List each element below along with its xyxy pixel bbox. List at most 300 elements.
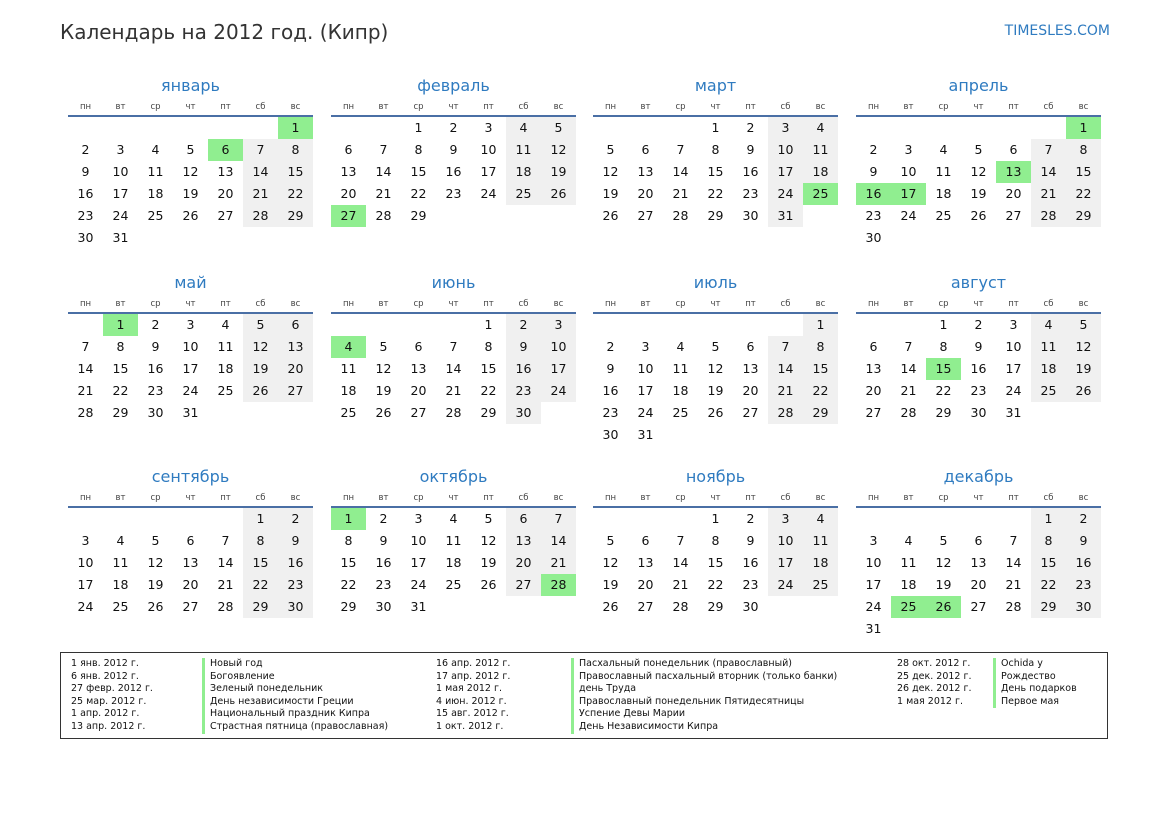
day-cell: 22 (480, 383, 497, 398)
weekday-label: вт (640, 299, 651, 309)
day-cell: 11 (900, 555, 917, 570)
holiday-day-cell: 13 (996, 161, 1031, 183)
legend-holiday-name: Пасхальный понедельник (православный) (579, 658, 793, 669)
day-cell: 8 (803, 336, 838, 358)
day-cell: 15 (707, 164, 724, 179)
month-10 (331, 466, 576, 618)
weekday-label: сб (255, 493, 266, 503)
day-cell: 22 (935, 383, 952, 398)
day-cell: 13 (182, 555, 199, 570)
weekday-label: вт (903, 299, 914, 309)
legend-names-column (571, 658, 837, 734)
legend-date: 1 мая 2012 г. (436, 683, 502, 695)
weekday-label: пн (604, 299, 617, 309)
day-cell: 27 (970, 599, 987, 614)
weekday-label: пн (342, 102, 355, 112)
day-cell: 12 (1066, 336, 1101, 358)
day-cell: 27 (506, 574, 541, 596)
day-cell: 27 (1005, 208, 1022, 223)
day-cell: 12 (707, 361, 724, 376)
weekday-label: сб (1043, 102, 1054, 112)
day-cell: 11 (1031, 336, 1066, 358)
day-cell: 5 (711, 339, 720, 354)
day-cell: 6 (344, 142, 353, 157)
day-cell: 10 (112, 164, 129, 179)
day-cell: 21 (1005, 577, 1022, 592)
day-cell: 8 (116, 339, 125, 354)
legend-date: 16 апр. 2012 г. (436, 658, 511, 669)
site-link[interactable]: TIMESLES.COM (1004, 23, 1110, 39)
day-cell: 23 (445, 186, 462, 201)
day-cell: 3 (484, 120, 493, 135)
day-cell: 15 (112, 361, 129, 376)
day-cell: 6 (186, 533, 195, 548)
day-cell: 5 (186, 142, 195, 157)
weekday-label: чт (448, 299, 459, 309)
weekday-label: чт (973, 102, 984, 112)
weekday-label: чт (185, 299, 196, 309)
day-cell: 7 (221, 533, 230, 548)
day-cell: 12 (243, 336, 278, 358)
day-cell: 4 (506, 117, 541, 139)
empty-cell (366, 314, 401, 336)
legend-holiday-name: Рождество (1001, 670, 1056, 682)
legend-holiday-name: день Труда (579, 683, 637, 695)
day-cell: 22 (1066, 183, 1101, 205)
day-cell: 16 (147, 361, 164, 376)
holiday-legend (60, 652, 1108, 739)
weekday-label: чт (710, 102, 721, 112)
weekday-label: пт (1008, 493, 1019, 503)
weekday-header (331, 491, 576, 505)
empty-cell (856, 508, 891, 530)
day-cell: 25 (445, 577, 462, 592)
day-cell: 14 (217, 555, 234, 570)
day-cell: 4 (449, 511, 458, 526)
day-cell: 7 (81, 339, 90, 354)
day-grid (68, 314, 313, 424)
day-cell: 18 (935, 186, 952, 201)
weekday-label: вт (378, 102, 389, 112)
day-cell: 25 (1031, 380, 1066, 402)
day-cell: 10 (768, 530, 803, 552)
day-cell: 22 (278, 183, 313, 205)
weekday-label: пт (745, 299, 756, 309)
day-cell: 14 (375, 164, 392, 179)
day-grid (68, 508, 313, 618)
day-cell: 1 (939, 317, 948, 332)
day-cell: 10 (182, 339, 199, 354)
day-grid (68, 117, 313, 249)
day-cell: 27 (278, 380, 313, 402)
month-11 (593, 466, 838, 618)
weekday-label: пн (342, 493, 355, 503)
day-cell: 18 (217, 361, 234, 376)
day-cell: 14 (243, 161, 278, 183)
weekday-label: сб (780, 299, 791, 309)
day-cell: 24 (182, 383, 199, 398)
weekday-header (331, 100, 576, 114)
day-cell: 21 (445, 383, 462, 398)
day-cell: 19 (602, 186, 619, 201)
day-cell: 8 (484, 339, 493, 354)
day-cell: 15 (243, 552, 278, 574)
day-cell: 27 (217, 208, 234, 223)
month-3 (593, 75, 838, 227)
weekday-label: ср (938, 102, 949, 112)
day-cell: 30 (602, 427, 619, 442)
day-cell: 31 (182, 405, 199, 420)
day-cell: 13 (410, 361, 427, 376)
empty-cell (173, 117, 208, 139)
day-cell: 17 (541, 358, 576, 380)
weekday-label: вт (640, 493, 651, 503)
day-cell: 30 (865, 230, 882, 245)
month-name: апрель (948, 76, 1009, 95)
empty-cell (768, 314, 803, 336)
day-cell: 2 (151, 317, 160, 332)
weekday-label: пт (745, 493, 756, 503)
day-cell: 26 (1066, 380, 1101, 402)
day-cell: 14 (1031, 161, 1066, 183)
day-cell: 8 (243, 530, 278, 552)
month-name: февраль (417, 76, 490, 95)
weekday-label: вт (903, 493, 914, 503)
day-cell: 7 (379, 142, 388, 157)
day-cell: 3 (541, 314, 576, 336)
weekday-header (68, 297, 313, 311)
weekday-header (856, 297, 1101, 311)
day-cell: 20 (182, 577, 199, 592)
day-cell: 20 (637, 577, 654, 592)
day-cell: 12 (602, 164, 619, 179)
day-cell: 25 (935, 208, 952, 223)
empty-cell (138, 508, 173, 530)
day-cell: 3 (81, 533, 90, 548)
day-cell: 3 (116, 142, 125, 157)
weekday-label: вс (1078, 299, 1089, 309)
day-grid (593, 117, 838, 227)
weekday-label: ср (675, 493, 686, 503)
weekday-header (593, 491, 838, 505)
day-cell: 30 (77, 230, 94, 245)
day-cell: 29 (410, 208, 427, 223)
weekday-label: пт (483, 493, 494, 503)
day-cell: 7 (541, 508, 576, 530)
day-cell: 19 (375, 383, 392, 398)
empty-cell (663, 117, 698, 139)
day-cell: 2 (606, 339, 615, 354)
empty-cell (996, 508, 1031, 530)
day-cell: 10 (900, 164, 917, 179)
weekday-label: ср (938, 299, 949, 309)
day-cell: 11 (935, 164, 952, 179)
weekday-label: пн (79, 102, 92, 112)
day-cell: 22 (707, 186, 724, 201)
day-cell: 8 (939, 339, 948, 354)
day-cell: 21 (900, 383, 917, 398)
empty-cell (628, 117, 663, 139)
month-name: январь (161, 76, 220, 95)
legend-holiday-name: День независимости Греции (210, 695, 354, 707)
day-cell: 27 (637, 208, 654, 223)
month-9 (68, 466, 313, 618)
day-cell: 18 (506, 161, 541, 183)
weekday-label: чт (185, 493, 196, 503)
empty-cell (961, 117, 996, 139)
month-7 (593, 272, 838, 446)
day-cell: 15 (340, 555, 357, 570)
day-cell: 26 (182, 208, 199, 223)
weekday-label: вс (290, 102, 301, 112)
legend-holiday-name: Православный пасхальный вторник (только банки) (579, 670, 838, 682)
day-cell: 17 (410, 555, 427, 570)
weekday-label: пт (220, 493, 231, 503)
day-cell: 9 (746, 142, 755, 157)
day-cell: 13 (278, 336, 313, 358)
day-cell: 18 (147, 186, 164, 201)
day-cell: 24 (637, 405, 654, 420)
holiday-day-cell: 1 (331, 508, 366, 530)
weekday-label: чт (710, 299, 721, 309)
day-cell: 23 (506, 380, 541, 402)
empty-cell (891, 314, 926, 336)
weekday-header (68, 100, 313, 114)
day-cell: 8 (711, 533, 720, 548)
day-cell: 25 (340, 405, 357, 420)
day-cell: 30 (970, 405, 987, 420)
weekday-label: пт (483, 102, 494, 112)
day-cell: 8 (414, 142, 423, 157)
empty-cell (628, 508, 663, 530)
weekday-label: вс (1078, 493, 1089, 503)
legend-holiday-name: День подарков (1001, 683, 1077, 695)
weekday-label: сб (518, 493, 529, 503)
day-cell: 3 (869, 533, 878, 548)
day-cell: 25 (803, 574, 838, 596)
day-cell: 19 (970, 186, 987, 201)
legend-date: 27 февр. 2012 г. (71, 683, 153, 695)
day-cell: 11 (112, 555, 129, 570)
empty-cell (593, 314, 628, 336)
legend-date: 1 окт. 2012 г. (436, 720, 504, 732)
month-name: ноябрь (685, 467, 746, 486)
day-cell: 5 (1066, 314, 1101, 336)
day-cell: 7 (1009, 533, 1018, 548)
month-2 (331, 75, 576, 227)
weekday-label: пт (1008, 299, 1019, 309)
weekday-label: вс (815, 299, 826, 309)
day-cell: 6 (278, 314, 313, 336)
day-cell: 17 (768, 161, 803, 183)
holiday-day-cell: 17 (891, 183, 926, 205)
weekday-label: сб (518, 102, 529, 112)
day-cell: 3 (768, 508, 803, 530)
day-cell: 26 (602, 599, 619, 614)
day-cell: 19 (935, 577, 952, 592)
day-cell: 28 (1031, 205, 1066, 227)
day-cell: 8 (344, 533, 353, 548)
day-cell: 6 (414, 339, 423, 354)
day-cell: 25 (112, 599, 129, 614)
day-cell: 15 (803, 358, 838, 380)
day-cell: 3 (904, 142, 913, 157)
empty-cell (208, 508, 243, 530)
legend-holiday-name: Ochida у (1001, 658, 1043, 669)
weekday-label: ср (150, 299, 161, 309)
day-cell: 14 (77, 361, 94, 376)
day-cell: 18 (112, 577, 129, 592)
weekday-label: вс (553, 493, 564, 503)
day-cell: 21 (1031, 183, 1066, 205)
day-cell: 14 (672, 555, 689, 570)
empty-cell (593, 117, 628, 139)
day-cell: 14 (672, 164, 689, 179)
day-cell: 4 (1031, 314, 1066, 336)
day-cell: 28 (672, 599, 689, 614)
day-cell: 30 (742, 208, 759, 223)
day-cell: 30 (147, 405, 164, 420)
day-cell: 14 (541, 530, 576, 552)
day-cell: 13 (637, 164, 654, 179)
day-cell: 9 (746, 533, 755, 548)
legend-holiday-name: Страстная пятница (православная) (210, 720, 389, 732)
day-cell: 16 (742, 555, 759, 570)
day-cell: 11 (506, 139, 541, 161)
day-grid (593, 314, 838, 446)
weekday-label: пн (604, 493, 617, 503)
weekday-label: ср (413, 493, 424, 503)
legend-names-column (993, 658, 1077, 708)
day-cell: 5 (151, 533, 160, 548)
day-cell: 22 (112, 383, 129, 398)
day-cell: 7 (449, 339, 458, 354)
day-cell: 17 (77, 577, 94, 592)
legend-date: 25 дек. 2012 г. (897, 670, 972, 682)
weekday-label: ср (150, 102, 161, 112)
day-cell: 17 (480, 164, 497, 179)
month-name: июнь (431, 273, 476, 292)
empty-cell (663, 508, 698, 530)
weekday-label: сб (255, 102, 266, 112)
day-cell: 18 (900, 577, 917, 592)
day-cell: 1 (711, 511, 720, 526)
weekday-label: пт (483, 299, 494, 309)
day-cell: 6 (641, 142, 650, 157)
day-cell: 2 (1066, 508, 1101, 530)
day-cell: 19 (243, 358, 278, 380)
day-cell: 19 (541, 161, 576, 183)
day-cell: 5 (606, 533, 615, 548)
day-cell: 3 (768, 117, 803, 139)
legend-date: 28 окт. 2012 г. (897, 658, 971, 669)
day-cell: 2 (746, 120, 755, 135)
day-cell: 27 (865, 405, 882, 420)
day-grid (856, 508, 1101, 640)
weekday-label: пт (745, 102, 756, 112)
legend-dates-column (897, 658, 972, 708)
day-cell: 20 (217, 186, 234, 201)
day-cell: 21 (672, 577, 689, 592)
empty-cell (996, 117, 1031, 139)
day-cell: 24 (768, 183, 803, 205)
day-cell: 13 (217, 164, 234, 179)
legend-date: 1 янв. 2012 г. (71, 658, 139, 669)
day-cell: 13 (340, 164, 357, 179)
day-cell: 24 (410, 577, 427, 592)
day-cell: 21 (375, 186, 392, 201)
legend-date: 1 апр. 2012 г. (71, 708, 140, 720)
empty-cell (243, 117, 278, 139)
legend-dates-column (436, 658, 510, 734)
day-cell: 30 (1066, 596, 1101, 618)
weekday-label: пт (220, 299, 231, 309)
empty-cell (68, 117, 103, 139)
weekday-label: сб (1043, 299, 1054, 309)
day-cell: 4 (221, 317, 230, 332)
day-cell: 28 (445, 405, 462, 420)
empty-cell (401, 314, 436, 336)
day-cell: 9 (1066, 530, 1101, 552)
day-cell: 20 (278, 358, 313, 380)
day-cell: 6 (641, 533, 650, 548)
day-cell: 24 (112, 208, 129, 223)
weekday-header (331, 297, 576, 311)
holiday-day-cell: 4 (331, 336, 366, 358)
weekday-label: вт (115, 493, 126, 503)
legend-dates-column (71, 658, 153, 734)
day-cell: 23 (602, 405, 619, 420)
empty-cell (208, 117, 243, 139)
empty-cell (856, 117, 891, 139)
empty-cell (366, 117, 401, 139)
day-cell: 18 (803, 552, 838, 574)
day-cell: 1 (243, 508, 278, 530)
day-cell: 16 (77, 186, 94, 201)
day-cell: 28 (217, 599, 234, 614)
day-cell: 3 (1009, 317, 1018, 332)
day-cell: 21 (768, 380, 803, 402)
day-cell: 16 (278, 552, 313, 574)
day-cell: 31 (112, 230, 129, 245)
day-cell: 26 (375, 405, 392, 420)
empty-cell (1031, 117, 1066, 139)
day-cell: 16 (602, 383, 619, 398)
day-cell: 22 (340, 577, 357, 592)
day-cell: 12 (182, 164, 199, 179)
day-cell: 26 (480, 577, 497, 592)
weekday-header (856, 100, 1101, 114)
month-name: март (694, 76, 737, 95)
legend-holiday-name: День Независимости Кипра (579, 720, 719, 732)
empty-cell (331, 117, 366, 139)
day-cell: 17 (182, 361, 199, 376)
day-cell: 23 (77, 208, 94, 223)
day-cell: 31 (1005, 405, 1022, 420)
day-cell: 1 (1031, 508, 1066, 530)
month-8 (856, 272, 1101, 424)
day-cell: 20 (506, 552, 541, 574)
day-cell: 15 (707, 555, 724, 570)
day-cell: 23 (147, 383, 164, 398)
day-grid (331, 117, 576, 227)
day-cell: 6 (974, 533, 983, 548)
holiday-day-cell: 1 (103, 314, 138, 336)
empty-cell (891, 508, 926, 530)
day-cell: 29 (1066, 205, 1101, 227)
empty-cell (103, 117, 138, 139)
day-grid (593, 508, 838, 618)
